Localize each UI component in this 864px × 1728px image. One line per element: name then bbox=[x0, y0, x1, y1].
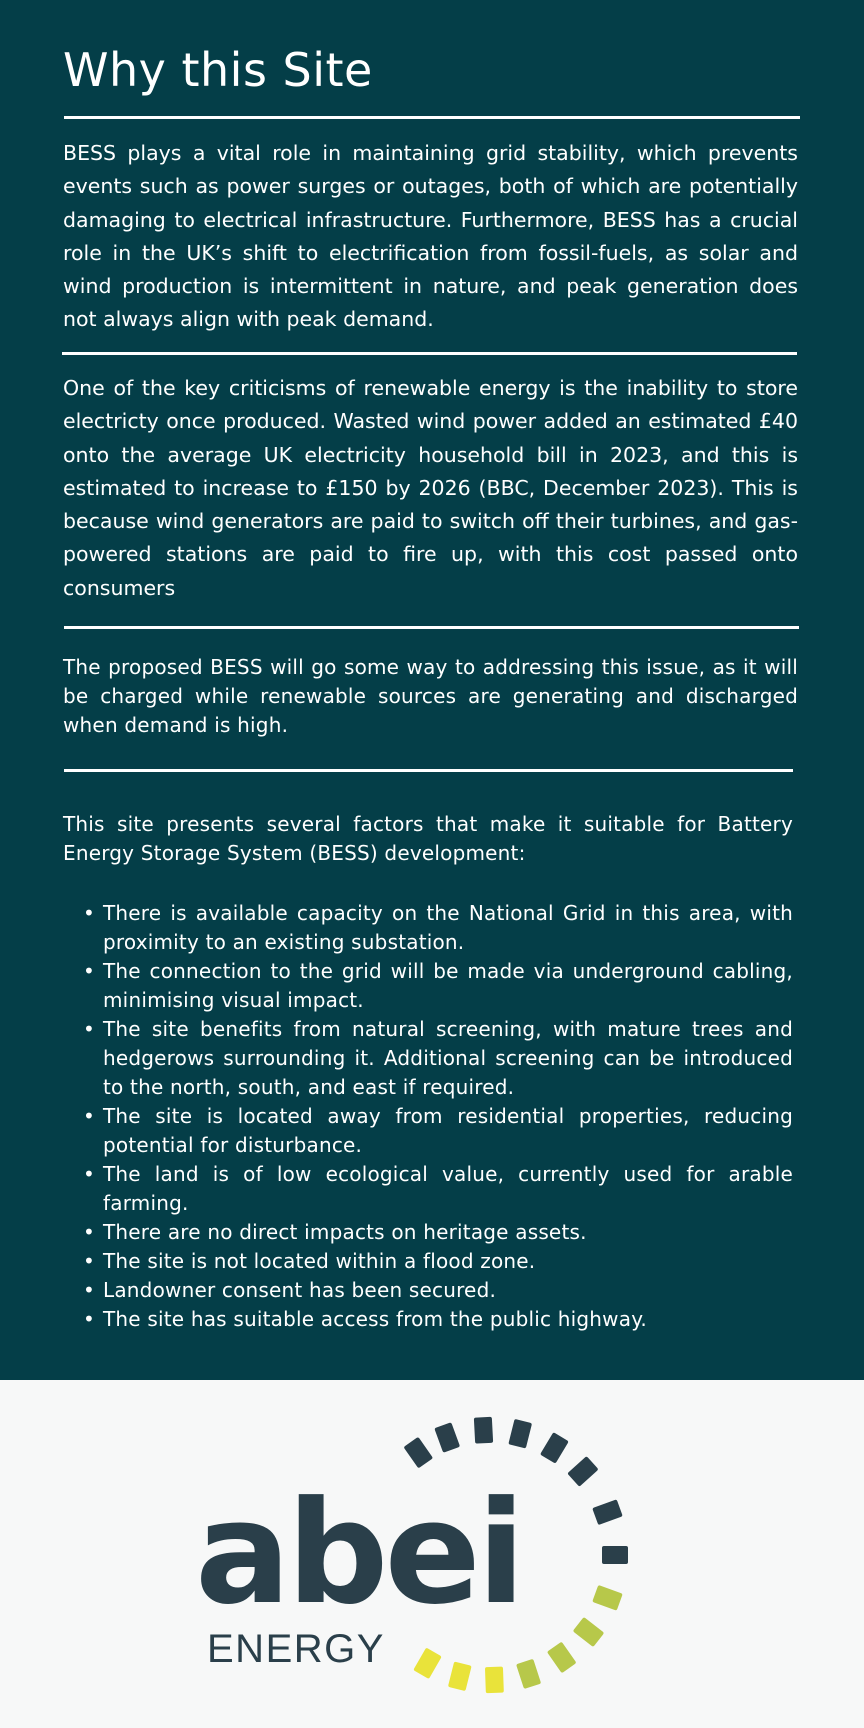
logo-segment bbox=[508, 1419, 532, 1449]
logo-segment bbox=[448, 1662, 472, 1692]
logo-segment bbox=[592, 1585, 623, 1611]
paragraph-proposed-bess: The proposed BESS will go some way to addressing this issue, as it will be charged while renewable sources are generating and discharged when demand is high. bbox=[63, 655, 798, 737]
page-title: Why this Site bbox=[63, 43, 373, 97]
list-item: • The land is of low ecological value, currently used for arable farming. bbox=[63, 1160, 793, 1218]
divider bbox=[64, 769, 793, 772]
logo-segment bbox=[485, 1667, 504, 1694]
paragraph-renewable-criticism: One of the key criticisms of renewable energy is the inability to store electricty once produced. Wasted wind power added an estimated £40 onto the average UK electricity household bill in 2023, and this is estimated to increase to £150 by 2026 (BBC, December 2023). This is because wind generators are paid to switch off their turbines, and gas-powered stations are paid to fire up, with this cost passed onto consumers bbox=[63, 376, 798, 600]
logo-segment bbox=[434, 1422, 460, 1453]
list-item: • The site has suitable access from the public highway. bbox=[63, 1305, 793, 1334]
logo-segment bbox=[540, 1432, 569, 1464]
list-item: • There is available capacity on the National Grid in this area, with proximity to an existing substation. bbox=[63, 899, 793, 957]
logo-segment bbox=[602, 1546, 628, 1564]
logo-subtitle: ENERGY bbox=[207, 1627, 385, 1671]
divider bbox=[62, 352, 797, 355]
list-item: • The site is not located within a flood zone. bbox=[63, 1247, 793, 1276]
paragraph-grid-stability: BESS plays a vital role in maintaining grid stability, which prevents events such as power surges or outages, both of which are potentially damaging to electrical infrastructure. Furthermore, BESS has a crucial role in the UK’s shift to electrification from fossil-fuels, as solar and wind production is intermittent in nature, and peak generation does not always align with peak demand. bbox=[63, 141, 798, 332]
paragraph-site-factors-intro: This site presents several factors that make it suitable for Battery Energy Storage System (BESS) development: bbox=[63, 812, 793, 865]
list-item: • The site is located away from residential properties, reducing potential for disturbance. bbox=[63, 1102, 793, 1160]
logo-segment bbox=[474, 1417, 493, 1444]
logo-wordmark: abei bbox=[195, 1471, 522, 1636]
logo-segment bbox=[567, 1456, 598, 1487]
logo-segment bbox=[516, 1659, 541, 1689]
list-item: • The connection to the grid will be made via underground cabling, minimising visual impact. bbox=[63, 957, 793, 1015]
site-factors-list bbox=[63, 899, 793, 1334]
divider bbox=[64, 116, 800, 119]
abei-energy-logo bbox=[190, 1400, 670, 1710]
logo-segment bbox=[413, 1648, 442, 1680]
logo-segment bbox=[573, 1617, 605, 1647]
list-item: • Landowner consent has been secured. bbox=[63, 1276, 793, 1305]
logo-segment bbox=[547, 1642, 577, 1674]
logo-segment bbox=[403, 1437, 433, 1469]
list-item: • The site benefits from natural screening, with mature trees and hedgerows surrounding it. Additional screening can be introduced to the north, south, and east if required. bbox=[63, 1015, 793, 1102]
logo-graphic bbox=[190, 1400, 670, 1710]
divider bbox=[64, 626, 799, 629]
logo-segment bbox=[592, 1499, 623, 1525]
list-item: • There are no direct impacts on heritage assets. bbox=[63, 1218, 793, 1247]
